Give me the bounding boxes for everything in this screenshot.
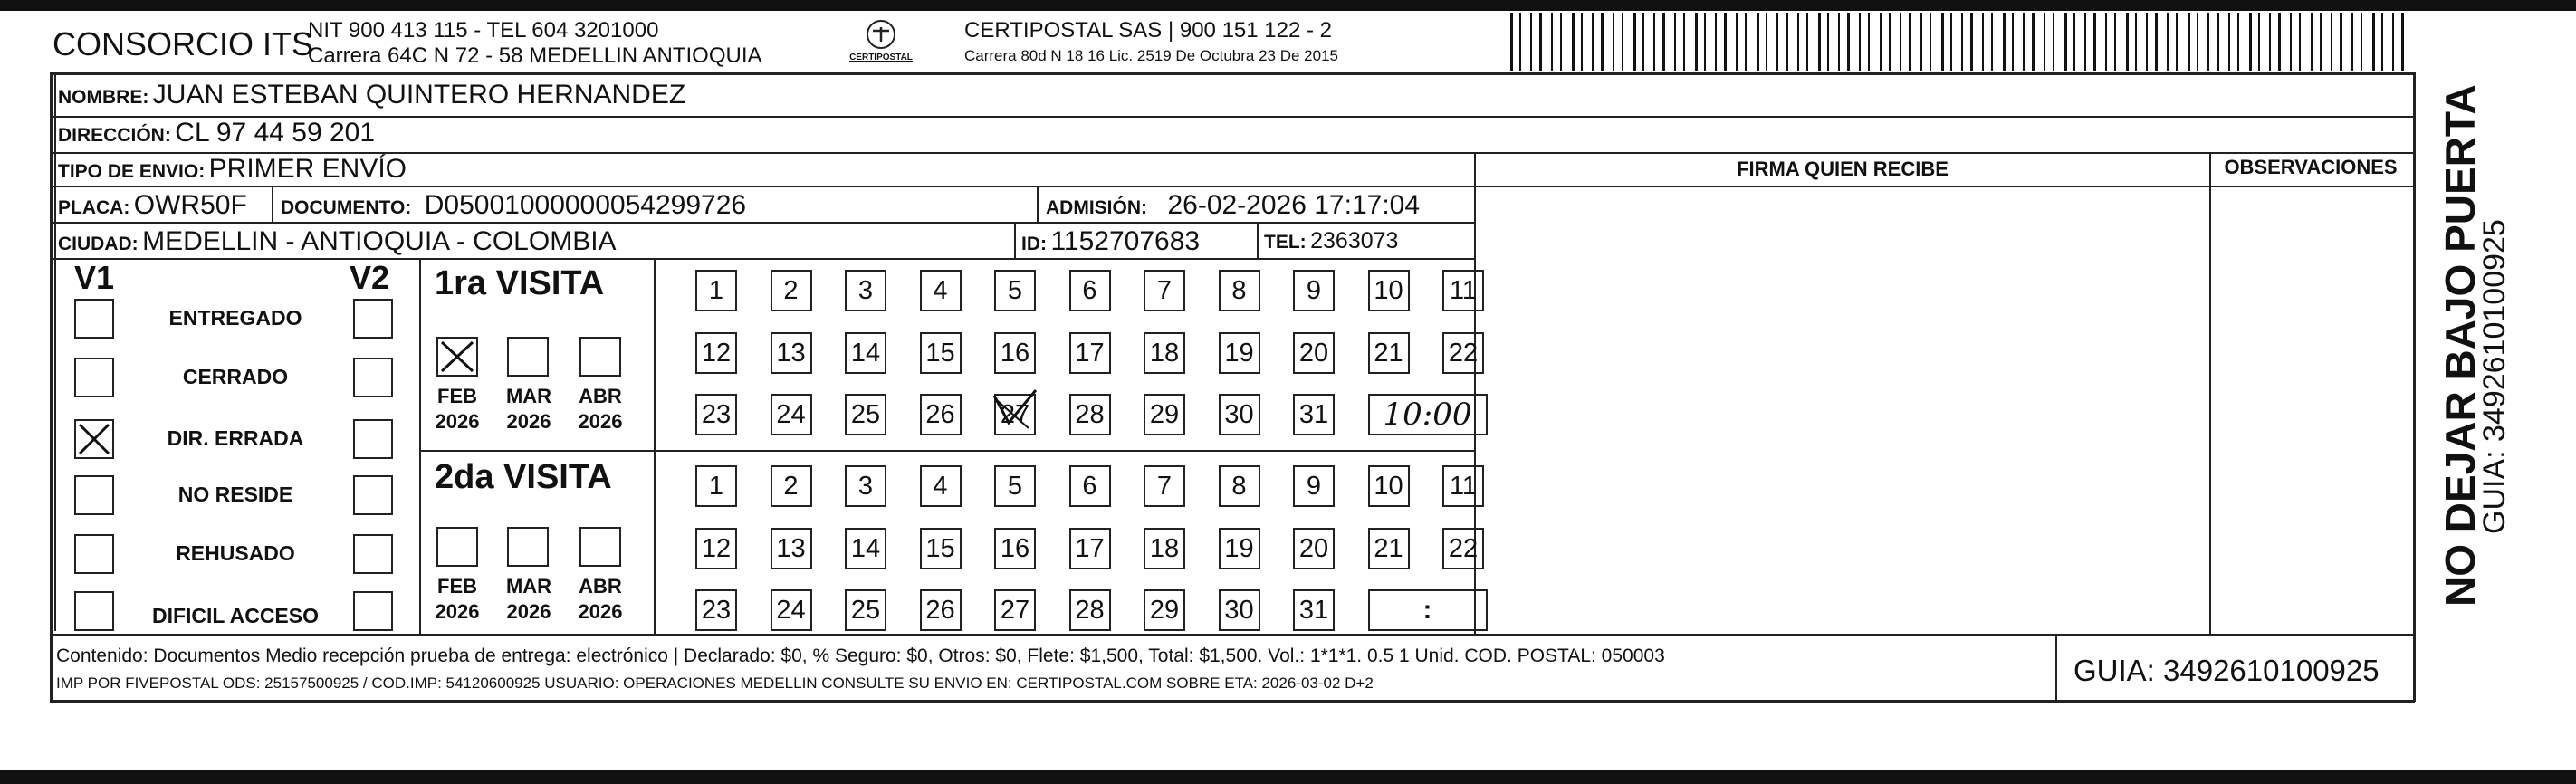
second-visit-day-2[interactable] — [771, 465, 812, 507]
barcode-bar — [1776, 13, 1778, 71]
barcode-bar — [1909, 13, 1911, 71]
second-visit-day-7[interactable] — [1144, 465, 1185, 507]
certipostal-address: Carrera 80d N 18 16 Lic. 2519 De Octubra 23 De 2015 — [964, 47, 1338, 64]
tel-value: 2363073 — [1310, 228, 1399, 253]
barcode-bar — [1797, 13, 1799, 71]
status-cerrado: CERRADO — [182, 365, 289, 388]
bottom-edge — [0, 770, 2576, 784]
barcode-bar — [1613, 13, 1614, 71]
check-mark-icon — [989, 383, 1043, 437]
barcode-bar — [2237, 13, 2239, 71]
nombre-label: NOMBRE: — [58, 87, 149, 108]
first-visit-day-1[interactable] — [695, 270, 737, 311]
first-visit-day-label: 9 — [1306, 275, 1322, 305]
barcode-bar — [2003, 13, 2006, 71]
tel-label: TEL: — [1264, 232, 1307, 253]
observaciones-header: OBSERVACIONES — [2224, 156, 2398, 178]
v2-checkbox-dificil-acceso[interactable] — [353, 591, 393, 631]
first-visit-day-label: 14 — [850, 338, 881, 368]
barcode-bar — [1530, 13, 1532, 71]
barcode-bar — [1766, 13, 1767, 71]
second-visit-day-label: 23 — [701, 595, 732, 625]
second-visit-day-20[interactable] — [1293, 528, 1335, 569]
barcode-bar — [2299, 13, 2301, 71]
v1-checkbox-dificil-acceso[interactable] — [74, 591, 114, 631]
second-visit-day-16[interactable] — [994, 528, 1036, 569]
barcode-bar — [2012, 13, 2014, 71]
barcode-bar — [2290, 13, 2292, 71]
barcode-bar — [2269, 13, 2271, 71]
v1-checkbox-rehusado[interactable] — [74, 534, 114, 574]
barcode-bar — [2064, 13, 2067, 71]
tipo-envio-label: TIPO DE ENVIO: — [58, 161, 206, 182]
second-visit-time-box[interactable] — [1368, 589, 1488, 631]
certipostal-name: CERTIPOSTAL SAS | 900 151 122 - 2 — [964, 18, 1332, 43]
v2-checkbox-rehusado[interactable] — [353, 534, 393, 574]
side-instruction: NO DEJAR BAJO PUERTA — [2437, 84, 2484, 607]
first-visit-day-label: 3 — [857, 275, 874, 305]
second-visit-day-1[interactable] — [695, 465, 737, 507]
first-visit-day-9[interactable] — [1293, 270, 1335, 311]
second-visit-day-3[interactable] — [845, 465, 886, 507]
second-visit-day-label: 20 — [1298, 533, 1329, 563]
barcode-bar — [2044, 13, 2045, 71]
documento-value: D05001000000054299726 — [424, 190, 747, 220]
first-visit-day-2[interactable] — [771, 270, 812, 311]
barcode-bar — [1920, 13, 1922, 71]
first-visit-day-11[interactable] — [1442, 270, 1484, 311]
first-visit-day-27[interactable] — [994, 394, 1036, 435]
barcode-bar — [2217, 13, 2219, 71]
barcode-bar — [2278, 13, 2281, 71]
barcode-bar — [1868, 13, 1870, 71]
first-visit-day-14[interactable] — [845, 332, 886, 374]
barcode-bar — [2258, 13, 2260, 71]
first-visit-day-13[interactable] — [771, 332, 812, 374]
barcode-bar — [1941, 13, 1944, 71]
first-visit-day-label: 27 — [1000, 399, 1030, 429]
logo-text: CERTIPOSTAL — [849, 53, 913, 62]
barcode-bar — [1991, 13, 1993, 71]
first-visit-day-label: 4 — [933, 275, 948, 305]
first-visit-day-28[interactable] — [1069, 394, 1111, 435]
barcode-bar — [1715, 13, 1717, 71]
documento-label: DOCUMENTO: — [281, 197, 412, 218]
barcode-bar — [1880, 13, 1882, 71]
second-visit-day-label: 1 — [708, 471, 724, 501]
second-visit-day-17[interactable] — [1069, 528, 1111, 569]
second-visit-month-mar-label: MAR 2026 — [505, 575, 552, 623]
side-guia: GUIA: 3492610100925 — [2477, 219, 2512, 534]
first-visit-day-16[interactable] — [994, 332, 1036, 374]
tipo-envio-value: PRIMER ENVÍO — [208, 154, 407, 184]
barcode-bar — [1950, 13, 1952, 71]
barcode-bar — [2093, 13, 2096, 71]
company-nit: NIT 900 413 115 - TEL 604 3201000 — [308, 18, 659, 43]
second-visit-day-18[interactable] — [1144, 528, 1185, 569]
first-visit-time-box[interactable] — [1368, 394, 1488, 435]
second-visit-day-label: 19 — [1224, 533, 1254, 563]
barcode-bar — [2249, 13, 2252, 71]
first-visit-day-10[interactable] — [1368, 270, 1410, 311]
barcode-bar — [2311, 13, 2313, 71]
second-visit-day-label: 6 — [1082, 471, 1097, 501]
barcode-bar — [2023, 13, 2025, 71]
second-visit-day-label: 10 — [1374, 471, 1403, 501]
second-visit-day-label: 17 — [1075, 533, 1105, 563]
barcode-bar — [1633, 13, 1636, 71]
first-visit-month-feb-label: FEB 2026 — [435, 385, 480, 433]
barcode-bar — [2331, 13, 2332, 71]
barcode-bar — [1662, 13, 1665, 71]
second-visit-title: 2da VISITA — [435, 458, 612, 496]
first-visit-day-30[interactable] — [1219, 394, 1260, 435]
first-visit-day-17[interactable] — [1069, 332, 1111, 374]
first-visit-day-15[interactable] — [920, 332, 962, 374]
first-visit-day-3[interactable] — [845, 270, 886, 311]
placa-label: PLACA: — [58, 197, 130, 218]
first-visit-title: 1ra VISITA — [435, 264, 605, 302]
second-visit-day-4[interactable] — [920, 465, 962, 507]
v2-checkbox-entregado[interactable] — [353, 299, 393, 339]
first-visit-day-22[interactable] — [1442, 332, 1484, 374]
second-visit-day-12[interactable] — [695, 528, 737, 569]
first-visit-month-mar-label: MAR 2026 — [505, 385, 552, 433]
barcode-bar — [1757, 13, 1759, 71]
barcode-bar — [2167, 13, 2169, 71]
barcode-bar — [2146, 13, 2148, 71]
barcode-bar — [2381, 13, 2383, 71]
first-visit-day-31[interactable] — [1293, 394, 1335, 435]
barcode-bar — [2126, 13, 2129, 71]
first-visit-day-label: 5 — [1007, 275, 1023, 305]
second-visit-day-23[interactable] — [695, 589, 737, 631]
admision-value: 26-02-2026 17:17:04 — [1167, 190, 1421, 220]
second-visit-day-22[interactable] — [1442, 528, 1484, 569]
nombre-value: JUAN ESTEBAN QUINTERO HERNANDEZ — [152, 80, 686, 110]
barcode-bar — [2135, 13, 2137, 71]
barcode-bar — [2372, 13, 2375, 71]
second-visit-day-6[interactable] — [1069, 465, 1111, 507]
first-visit-month-mar-box[interactable] — [507, 337, 549, 377]
barcode-bar — [1704, 13, 1706, 71]
barcode-bar — [2188, 13, 2190, 71]
first-visit-day-label: 20 — [1298, 338, 1329, 368]
second-visit-day-label: 13 — [776, 533, 806, 563]
certipostal-logo — [842, 18, 920, 69]
id-value: 1152707683 — [1050, 226, 1201, 256]
second-visit-day-label: 26 — [925, 595, 955, 625]
barcode-bar — [1847, 13, 1850, 71]
barcode-bar — [1519, 13, 1521, 71]
barcode-bar — [2176, 13, 2178, 71]
first-visit-day-label: 1 — [708, 275, 724, 305]
barcode-bar — [1601, 13, 1604, 71]
second-visit-day-31[interactable] — [1293, 589, 1335, 631]
first-visit-day-label: 18 — [1149, 338, 1180, 368]
v1-checkbox-no-reside[interactable] — [74, 475, 114, 515]
v1-checkbox-entregado[interactable] — [74, 299, 114, 339]
first-visit-day-label: 23 — [701, 399, 732, 429]
first-visit-day-label: 26 — [925, 399, 955, 429]
second-visit-day-label: 5 — [1007, 471, 1023, 501]
second-visit-month-feb-label: FEB 2026 — [435, 575, 480, 623]
direccion-label: DIRECCIÓN: — [58, 125, 171, 146]
barcode-bar — [1838, 13, 1840, 71]
first-visit-day-4[interactable] — [920, 270, 962, 311]
first-visit-day-7[interactable] — [1144, 270, 1185, 311]
second-visit-day-label: 18 — [1149, 533, 1180, 563]
top-edge — [0, 0, 2576, 11]
barcode-bar — [1806, 13, 1808, 71]
barcode-bar — [2053, 13, 2054, 71]
first-visit-day-label: 16 — [1000, 338, 1030, 368]
barcode-bar — [2084, 13, 2086, 71]
second-visit-month-abr-box[interactable] — [579, 527, 621, 567]
first-visit-day-6[interactable] — [1069, 270, 1111, 311]
company-address: Carrera 64C N 72 - 58 MEDELLIN ANTIOQUIA — [308, 43, 762, 68]
admision-label: ADMISIÓN: — [1046, 197, 1147, 218]
barcode-bar — [1859, 13, 1861, 71]
barcode-bar — [2228, 13, 2230, 71]
v1-checkbox-cerrado[interactable] — [74, 358, 114, 397]
ciudad-label: CIUDAD: — [58, 234, 139, 254]
barcode-bar — [1818, 13, 1821, 71]
status-entregado: ENTREGADO — [168, 306, 302, 330]
barcode-bar — [1572, 13, 1575, 71]
first-visit-month-feb-box[interactable] — [436, 337, 478, 377]
v1-checkbox-dir-errada[interactable] — [74, 419, 114, 459]
barcode-bar — [2155, 13, 2158, 71]
barcode-bar — [2105, 13, 2107, 71]
first-visit-day-8[interactable] — [1219, 270, 1260, 311]
barcode-bar — [2320, 13, 2322, 71]
second-visit-day-label: 14 — [850, 533, 881, 563]
ciudad-value: MEDELLIN - ANTIOQUIA - COLOMBIA — [142, 226, 617, 256]
second-visit-day-label: 29 — [1149, 595, 1180, 625]
first-visit-day-label: 17 — [1075, 338, 1105, 368]
footer-imp: IMP POR FIVEPOSTAL ODS: 25157500925 / COD.IMP: 54120600925 USUARIO: OPERACIONES MEDELLIN CONSULTE SU ENVIO EN: CERTIPOSTAL.COM SOBRE ETA: 2026-03-02 D+2 — [56, 674, 1374, 692]
second-visit-day-11[interactable] — [1442, 465, 1484, 507]
barcode-bar — [2340, 13, 2342, 71]
first-visit-day-label: 31 — [1298, 399, 1329, 429]
first-visit-day-label: 19 — [1224, 338, 1254, 368]
barcode-bar — [1889, 13, 1891, 71]
second-visit-day-30[interactable] — [1219, 589, 1260, 631]
first-visit-month-abr-label: ABR 2026 — [578, 385, 623, 433]
second-visit-day-label: 28 — [1075, 595, 1105, 625]
barcode-bar — [1642, 13, 1644, 71]
second-visit-day-label: 25 — [850, 595, 881, 625]
second-visit-day-10[interactable] — [1368, 465, 1410, 507]
first-visit-day-24[interactable] — [771, 394, 812, 435]
barcode-bar — [1982, 13, 1984, 71]
second-visit-day-25[interactable] — [845, 589, 886, 631]
second-visit-day-label: 22 — [1448, 533, 1479, 563]
first-visit-day-label: 28 — [1075, 399, 1105, 429]
barcode-bar — [1674, 13, 1676, 71]
footer-contenido: Contenido: Documentos Medio recepción prueba de entrega: electrónico | Declarado: $0, % Seguro: $0, Otros: $0, Flete: $1,500, Total: $1,500. Vol.: 1*1*1. 0.5 1 Unid. COD. POSTAL: 050003 — [56, 645, 1665, 666]
second-visit-month-feb-box[interactable] — [436, 527, 478, 567]
first-visit-day-label: 29 — [1149, 399, 1180, 429]
barcode-bar — [1786, 13, 1788, 71]
barcode-bar — [1736, 13, 1738, 71]
id-label: ID: — [1021, 234, 1047, 254]
second-visit-day-label: 21 — [1374, 533, 1403, 563]
second-visit-month-mar-box[interactable] — [507, 527, 549, 567]
barcode-bar — [2207, 13, 2209, 71]
barcode-bar — [1560, 13, 1562, 71]
second-visit-day-label: 4 — [933, 471, 948, 501]
barcode-bar — [1622, 13, 1623, 71]
company-name: CONSORCIO ITS — [53, 25, 314, 62]
first-visit-day-label: 15 — [925, 338, 955, 368]
second-visit-day-label: 11 — [1449, 471, 1478, 501]
barcode-bar — [2392, 13, 2394, 71]
second-visit-day-label: 9 — [1306, 471, 1322, 501]
barcode-bar — [1510, 13, 1513, 71]
barcode-bar — [1581, 13, 1583, 71]
barcode-bar — [1930, 13, 1931, 71]
second-visit-day-label: 27 — [1000, 595, 1030, 625]
first-visit-day-12[interactable] — [695, 332, 737, 374]
placa-value: OWR50F — [133, 190, 247, 220]
first-visit-day-label: 2 — [783, 275, 799, 305]
barcode-bar — [2114, 13, 2116, 71]
first-visit-day-20[interactable] — [1293, 332, 1335, 374]
second-visit-day-label: 2 — [783, 471, 799, 501]
second-visit-day-label: 24 — [776, 595, 806, 625]
second-visit-day-label: 8 — [1231, 471, 1247, 501]
barcode-bar — [1827, 13, 1829, 71]
second-visit-day-21[interactable] — [1368, 528, 1410, 569]
barcode — [1510, 13, 2416, 71]
first-visit-day-19[interactable] — [1219, 332, 1260, 374]
second-visit-day-label: 31 — [1298, 595, 1329, 625]
second-visit-month-abr-label: ABR 2026 — [578, 575, 623, 623]
first-visit-month-abr-box[interactable] — [579, 337, 621, 377]
first-visit-day-label: 24 — [776, 399, 806, 429]
first-visit-day-label: 30 — [1224, 399, 1254, 429]
direccion-value: CL 97 44 59 201 — [175, 118, 376, 148]
v2-label: V2 — [350, 259, 390, 296]
second-visit-time-value: : — [1422, 595, 1432, 625]
barcode-bar — [2351, 13, 2353, 71]
second-visit-day-28[interactable] — [1069, 589, 1111, 631]
first-visit-day-label: 21 — [1374, 338, 1403, 368]
first-visit-day-18[interactable] — [1144, 332, 1185, 374]
v2-checkbox-cerrado[interactable] — [353, 358, 393, 397]
first-visit-day-label: 22 — [1448, 338, 1479, 368]
x-mark-icon — [438, 339, 476, 375]
second-visit-day-14[interactable] — [845, 528, 886, 569]
first-visit-day-29[interactable] — [1144, 394, 1185, 435]
first-visit-day-label: 10 — [1374, 275, 1403, 305]
second-visit-day-label: 7 — [1156, 471, 1173, 501]
first-visit-day-25[interactable] — [845, 394, 886, 435]
second-visit-day-label: 16 — [1000, 533, 1030, 563]
second-visit-day-29[interactable] — [1144, 589, 1185, 631]
second-visit-day-13[interactable] — [771, 528, 812, 569]
barcode-bar — [1970, 13, 1973, 71]
barcode-bar — [2401, 13, 2404, 71]
v2-checkbox-no-reside[interactable] — [353, 475, 393, 515]
second-visit-day-24[interactable] — [771, 589, 812, 631]
second-visit-day-9[interactable] — [1293, 465, 1335, 507]
first-visit-day-21[interactable] — [1368, 332, 1410, 374]
firma-header: FIRMA QUIEN RECIBE — [1737, 158, 1949, 180]
barcode-bar — [1695, 13, 1698, 71]
x-mark-icon — [76, 421, 112, 457]
first-visit-day-label: 7 — [1156, 275, 1173, 305]
barcode-bar — [1961, 13, 1963, 71]
status-no-reside: NO RESIDE — [177, 483, 293, 506]
barcode-bar — [2073, 13, 2075, 71]
first-visit-day-label: 12 — [701, 338, 732, 368]
second-visit-day-15[interactable] — [920, 528, 962, 569]
second-visit-day-label: 15 — [925, 533, 955, 563]
second-visit-day-19[interactable] — [1219, 528, 1260, 569]
first-visit-day-label: 8 — [1231, 275, 1247, 305]
second-visit-day-5[interactable] — [994, 465, 1036, 507]
v2-checkbox-dir-errada[interactable] — [353, 419, 393, 459]
first-visit-day-label: 6 — [1082, 275, 1097, 305]
barcode-bar — [1724, 13, 1727, 71]
barcode-bar — [2361, 13, 2362, 71]
footer-guia: GUIA: 3492610100925 — [2073, 654, 2380, 687]
barcode-bar — [1551, 13, 1553, 71]
barcode-bar — [2197, 13, 2198, 71]
status-dir-errada: DIR. ERRADA — [167, 426, 304, 450]
first-visit-day-5[interactable] — [994, 270, 1036, 311]
barcode-bar — [1653, 13, 1655, 71]
barcode-bar — [2032, 13, 2035, 71]
barcode-bar — [1745, 13, 1747, 71]
barcode-bar — [1683, 13, 1685, 71]
barcode-bar — [1900, 13, 1901, 71]
second-visit-day-27[interactable] — [994, 589, 1036, 631]
first-visit-day-label: 13 — [776, 338, 806, 368]
second-visit-day-label: 12 — [701, 533, 732, 563]
status-rehusado: REHUSADO — [176, 541, 295, 565]
second-visit-day-label: 3 — [857, 471, 874, 501]
first-visit-time-value: 10:00 — [1383, 397, 1472, 433]
second-visit-day-8[interactable] — [1219, 465, 1260, 507]
first-visit-day-26[interactable] — [920, 394, 962, 435]
second-visit-day-26[interactable] — [920, 589, 962, 631]
first-visit-day-23[interactable] — [695, 394, 737, 435]
first-visit-day-label: 11 — [1449, 275, 1478, 305]
barcode-bar — [1592, 13, 1594, 71]
barcode-bar — [1539, 13, 1542, 71]
first-visit-day-label: 25 — [850, 399, 881, 429]
status-dificil-acceso: DIFICIL ACCESO — [151, 604, 319, 627]
v1-label: V1 — [74, 259, 115, 296]
second-visit-day-label: 30 — [1224, 595, 1254, 625]
